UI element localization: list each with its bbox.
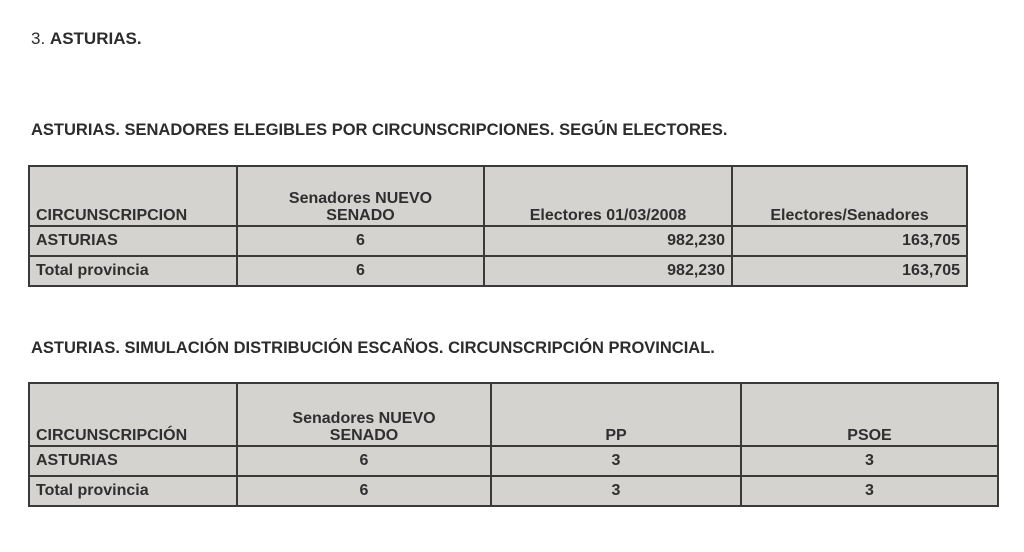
table2-header-psoe: PSOE xyxy=(741,383,998,446)
table2-row1-pp: 3 xyxy=(491,446,741,476)
table1-header-circunscripcion: CIRCUNSCRIPCION xyxy=(29,166,237,226)
table1-row2-electores: 982,230 xyxy=(484,256,732,286)
table2-header-senadores-line2: SENADO xyxy=(329,427,399,445)
table2-header-circunscripcion: CIRCUNSCRIPCIÓN xyxy=(29,383,237,446)
table1-header-senadores xyxy=(237,166,484,226)
table2-header-senadores-line1: Senadores NUEVO xyxy=(292,409,436,427)
table1-row1-senadores: 6 xyxy=(237,226,484,256)
table1-title: ASTURIAS. SENADORES ELEGIBLES POR CIRCUNSCRIPCIONES. SEGÚN ELECTORES. xyxy=(31,121,728,139)
simulacion-escanos-table xyxy=(28,382,999,507)
table-row xyxy=(29,476,998,506)
table2-row2-psoe: 3 xyxy=(741,476,998,506)
table2-row1-senadores: 6 xyxy=(237,446,491,476)
table2-header-senadores xyxy=(237,383,491,446)
table1-header-ratio: Electores/Senadores xyxy=(732,166,967,226)
table-row xyxy=(29,446,998,476)
table2-header-row xyxy=(29,383,998,446)
table1-row2-circunscripcion: Total provincia xyxy=(29,256,237,286)
table2-title: ASTURIAS. SIMULACIÓN DISTRIBUCIÓN ESCAÑOS. CIRCUNSCRIPCIÓN PROVINCIAL. xyxy=(31,339,715,357)
table1-row1-circunscripcion: ASTURIAS xyxy=(29,226,237,256)
table1-row2-senadores: 6 xyxy=(237,256,484,286)
senadores-electores-table xyxy=(28,165,968,287)
table1-row2-ratio: 163,705 xyxy=(732,256,967,286)
heading-number: 3. xyxy=(31,29,46,48)
table2-header-pp: PP xyxy=(491,383,741,446)
table2-row1-psoe: 3 xyxy=(741,446,998,476)
table1-header-electores: Electores 01/03/2008 xyxy=(484,166,732,226)
heading-text: ASTURIAS. xyxy=(49,29,142,48)
table1-row1-electores: 982,230 xyxy=(484,226,732,256)
table1-header-senadores-line2: SENADO xyxy=(326,207,395,225)
table1-header-row xyxy=(29,166,967,226)
table-row xyxy=(29,256,967,286)
table-row xyxy=(29,226,967,256)
table2-row2-pp: 3 xyxy=(491,476,741,506)
page-heading xyxy=(31,29,142,49)
table2-row1-circunscripcion: ASTURIAS xyxy=(29,446,237,476)
table2-row2-circunscripcion: Total provincia xyxy=(29,476,237,506)
table1-row1-ratio: 163,705 xyxy=(732,226,967,256)
table2-row2-senadores: 6 xyxy=(237,476,491,506)
table1-header-senadores-line1: Senadores NUEVO xyxy=(288,189,433,207)
